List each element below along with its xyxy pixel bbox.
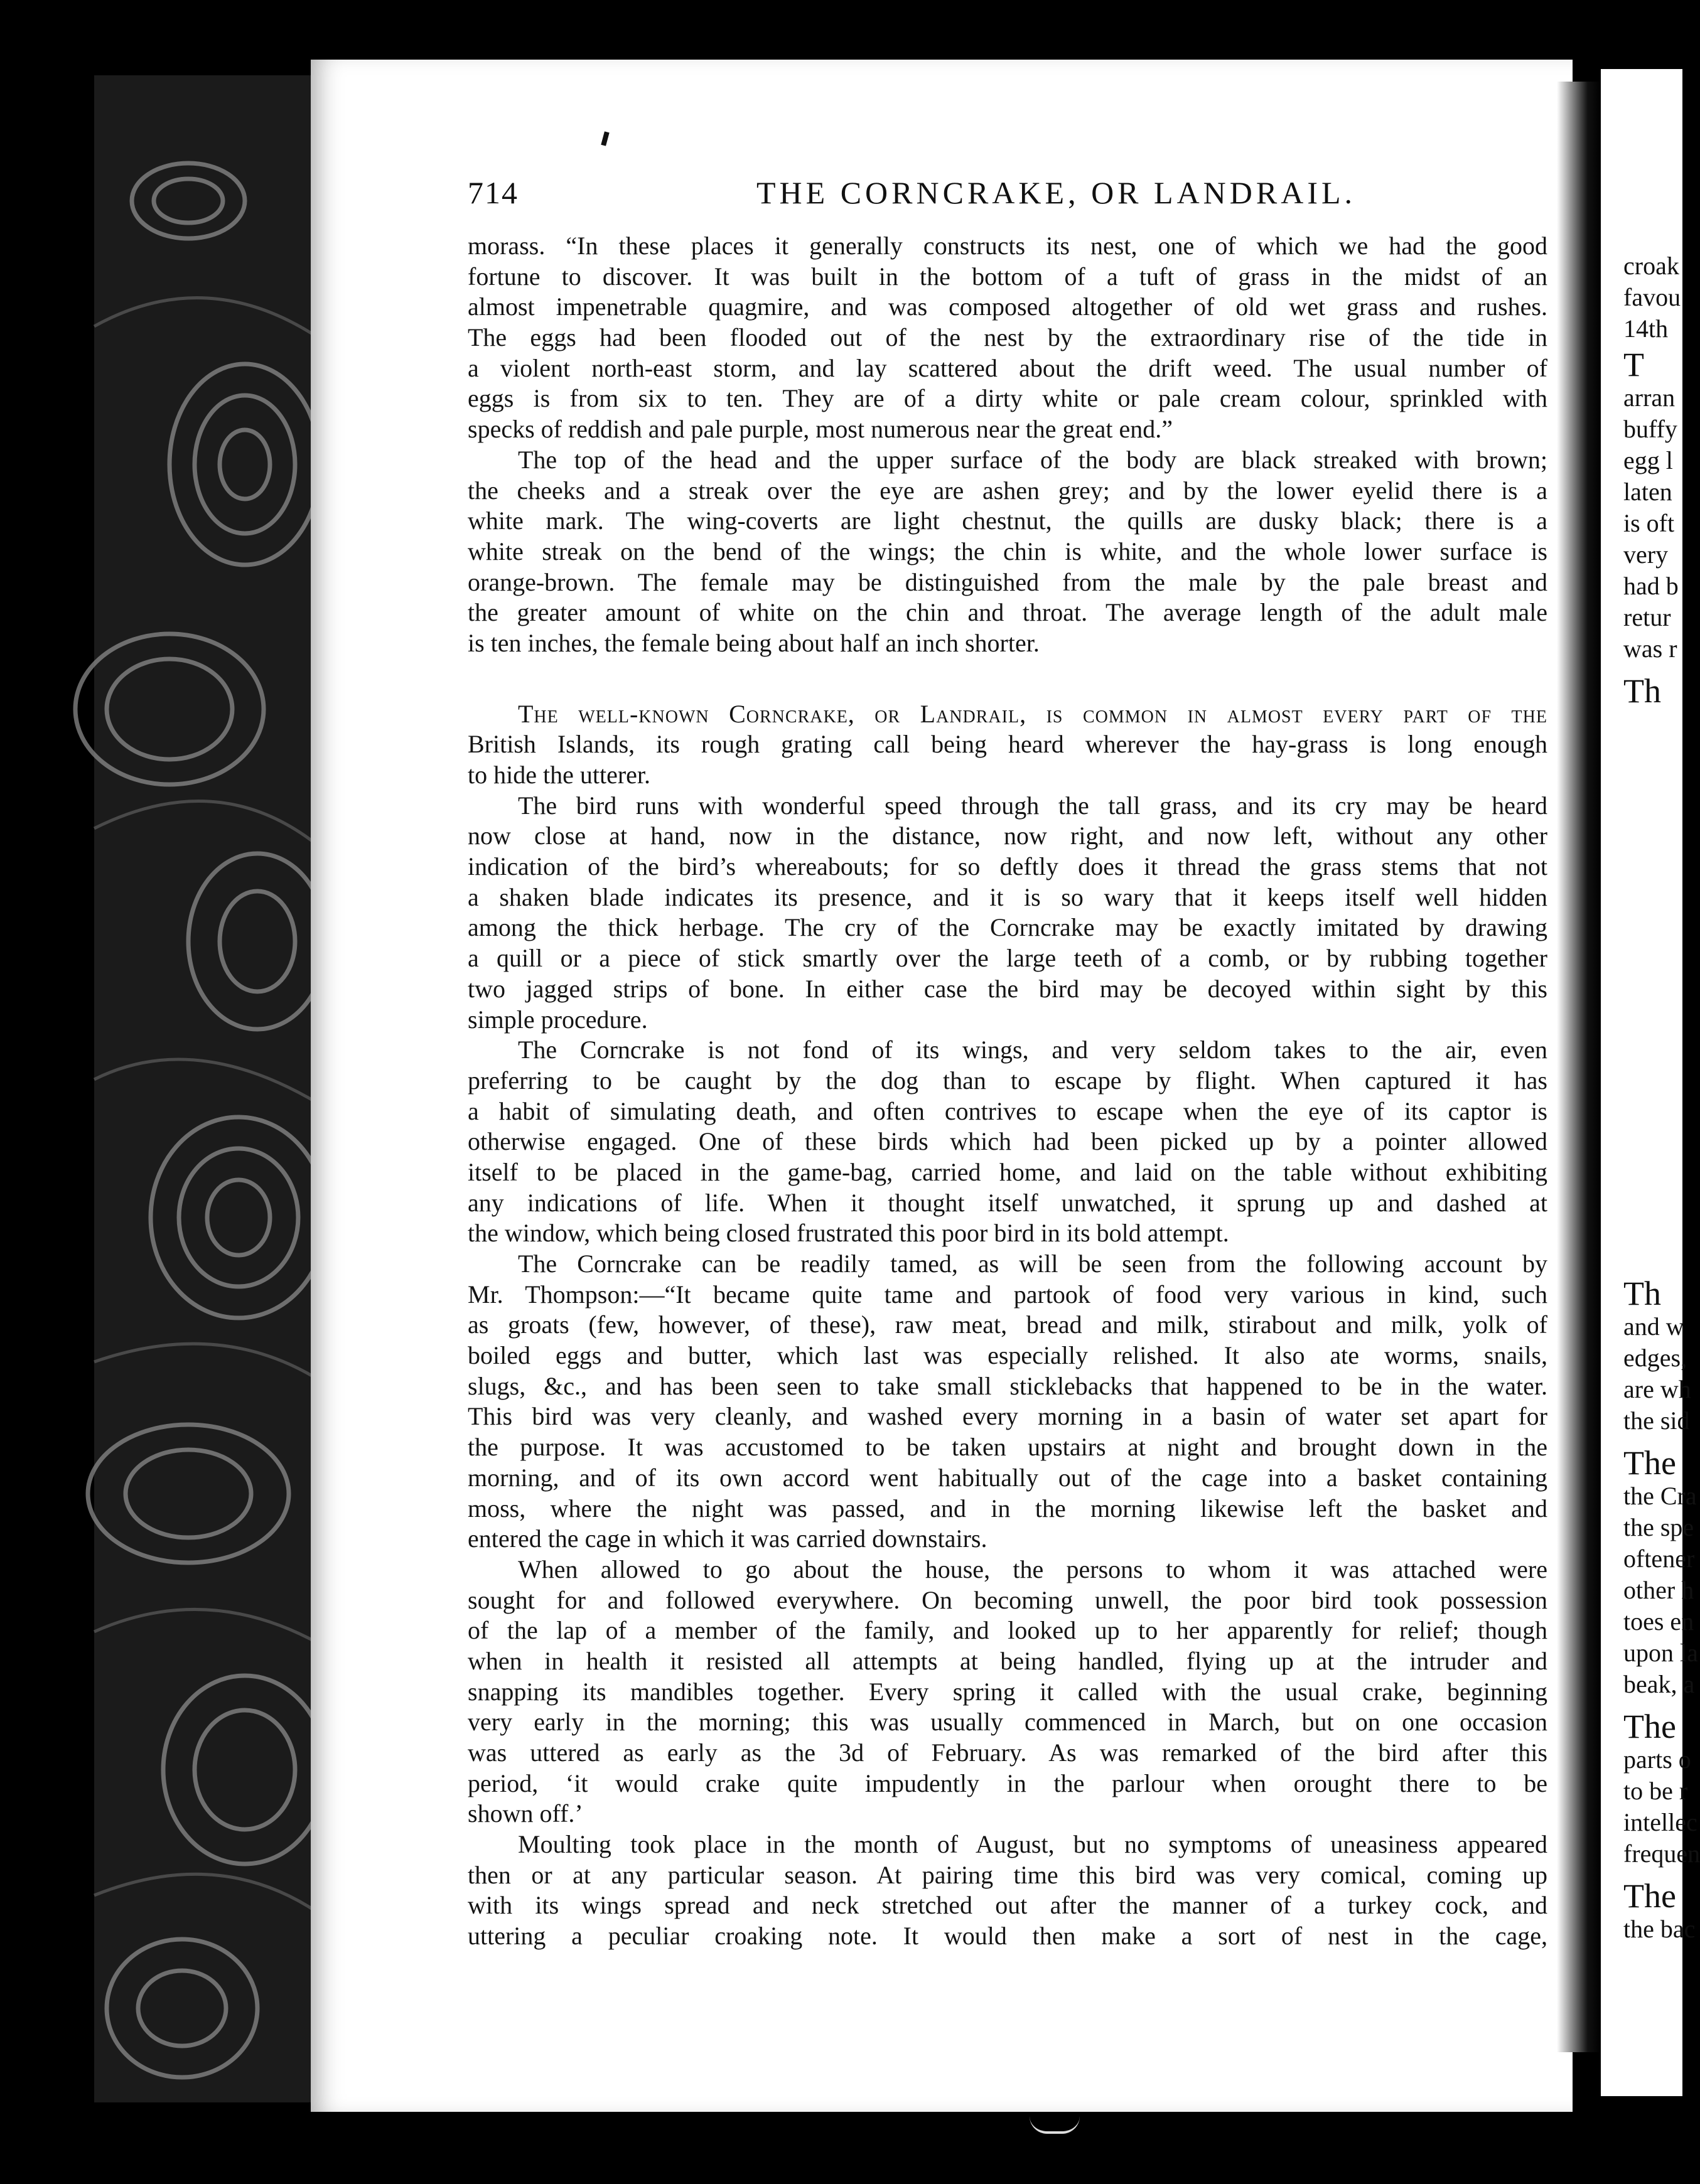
text-line: entered the cage in which it was carried downstairs. bbox=[468, 1524, 987, 1553]
text-line: was uttered as early as the 3d of February. As was remarked of the bird after this bbox=[468, 1738, 1547, 1767]
text-line: boiled eggs and butter, which last was especially relished. It also ate worms, snails, bbox=[468, 1341, 1547, 1370]
text-line: very early in the morning; this was usually commenced in March, but on one occasion bbox=[468, 1708, 1547, 1737]
text-line: slugs, &c., and has been seen to take small sticklebacks that happened to be in the water. bbox=[468, 1371, 1547, 1400]
next-page-text: had b bbox=[1623, 572, 1679, 600]
text-line: the purpose. It was accustomed to be taken upstairs at night and brought down in the bbox=[468, 1433, 1547, 1462]
text-line: a habit of simulating death, and often contrives to escape when the eye of its captor is bbox=[468, 1096, 1547, 1125]
section-opening-line: The well-known Corncrake, or Landrail, is common in almost every part of the bbox=[518, 699, 1547, 728]
next-page-text: 14th bbox=[1623, 314, 1669, 343]
next-page-text: retur bbox=[1623, 603, 1671, 631]
next-page-text: very bbox=[1623, 540, 1669, 569]
next-page-text: edges, bbox=[1623, 1344, 1687, 1372]
next-page-text: laten bbox=[1623, 478, 1672, 506]
next-page-text: T bbox=[1623, 346, 1644, 383]
running-head bbox=[468, 174, 1547, 218]
text-line: to hide the utterer. bbox=[468, 761, 651, 789]
next-page-text: favou bbox=[1623, 283, 1681, 311]
text-line: The Corncrake can be readily tamed, as will be seen from the following account by bbox=[518, 1250, 1547, 1278]
page-header-title: THE CORNCRAKE, OR LANDRAIL. bbox=[756, 175, 1357, 210]
next-page-text: buffy bbox=[1623, 415, 1677, 443]
next-page-text: egg l bbox=[1623, 446, 1673, 474]
text-line: a quill or a piece of stick smartly over the large teeth of a comb, or by rubbing together bbox=[468, 944, 1547, 973]
next-page-text: oftener bbox=[1623, 1544, 1695, 1573]
next-page-text: upon la bbox=[1623, 1639, 1698, 1667]
text-line: white streak on the bend of the wings; the chin is white, and the whole lower surface is bbox=[468, 537, 1547, 565]
text-line: snapping its mandibles together. Every spring it called with the usual crake, beginning bbox=[468, 1677, 1547, 1706]
text-line: is ten inches, the female being about half an inch shorter. bbox=[468, 628, 1040, 657]
text-line: period, ‘it would crake quite impudently in the parlour when orought there to be bbox=[468, 1769, 1547, 1797]
text-line: simple procedure. bbox=[468, 1005, 648, 1034]
text-line: preferring to be caught by the dog than to escape by flight. When captured it has bbox=[468, 1066, 1547, 1095]
text-line: itself to be placed in the game-bag, carried home, and laid on the table without exhibiting bbox=[468, 1157, 1547, 1186]
text-line: any indications of life. When it thought itself unwatched, it sprung up and dashed at bbox=[468, 1188, 1547, 1217]
next-page-text: The bbox=[1623, 1708, 1676, 1745]
text-line: Moulting took place in the month of August, but no symptoms of uneasiness appeared bbox=[518, 1830, 1547, 1859]
next-page-text: to be r bbox=[1623, 1777, 1688, 1805]
text-line: then or at any particular season. At pairing time this bird was very comical, coming up bbox=[468, 1860, 1547, 1889]
next-page-text: is oft bbox=[1623, 509, 1675, 537]
next-page-text: other h bbox=[1623, 1576, 1694, 1604]
text-line: British Islands, its rough grating call being heard wherever the hay-grass is long enough bbox=[468, 730, 1547, 759]
text-line: almost impenetrable quagmire, and was composed altogether of old wet grass and rushes. bbox=[468, 292, 1547, 321]
next-page-text: croak bbox=[1623, 252, 1679, 280]
next-page-text: and w bbox=[1623, 1312, 1684, 1341]
page-number: 714 bbox=[468, 175, 519, 210]
text-line: sought for and followed everywhere. On becoming unwell, the poor bird took possession bbox=[468, 1585, 1547, 1614]
next-page-text: The bbox=[1623, 1877, 1676, 1915]
book-gutter-shadow bbox=[1557, 82, 1601, 2052]
text-line: among the thick herbage. The cry of the Corncrake may be exactly imitated by drawing bbox=[468, 913, 1547, 942]
text-line: uttering a peculiar croaking note. It would then make a sort of nest in the cage, bbox=[468, 1922, 1547, 1951]
next-page-text: the bac bbox=[1623, 1915, 1696, 1943]
next-page-text: toes en bbox=[1623, 1607, 1694, 1635]
ink-smudge bbox=[1030, 2116, 1080, 2134]
text-line: shown off.’ bbox=[468, 1799, 583, 1828]
next-page-text: was r bbox=[1623, 634, 1677, 663]
text-line: two jagged strips of bone. In either case the bird may be decoyed within sight by this bbox=[468, 974, 1547, 1003]
text-line: as groats (few, however, of these), raw meat, bread and milk, stirabout and milk, yolk of bbox=[468, 1310, 1547, 1339]
text-line: indication of the bird’s whereabouts; for so deftly does it thread the grass stems that not bbox=[468, 852, 1547, 881]
text-line: now close at hand, now in the distance, now right, and now left, without any other bbox=[468, 822, 1547, 850]
text-line: the cheeks and a streak over the eye are ashen grey; and by the lower eyelid there is a bbox=[468, 476, 1547, 505]
text-line: Mr. Thompson:—“It became quite tame and partook of food very various in kind, such bbox=[468, 1280, 1547, 1309]
text-line: the window, which being closed frustrated this poor bird in its bold attempt. bbox=[468, 1219, 1229, 1248]
text-line: the greater amount of white on the chin and throat. The average length of the adult male bbox=[468, 598, 1547, 627]
body-text bbox=[468, 231, 1547, 1952]
text-line: specks of reddish and pale purple, most numerous near the great end.” bbox=[468, 415, 1173, 444]
next-page-text: are wh bbox=[1623, 1375, 1691, 1403]
text-line: white mark. The wing-coverts are light chestnut, the quills are dusky black; there is a bbox=[468, 506, 1547, 535]
text-line: morning, and of its own accord went habitually out of the cage into a basket containing bbox=[468, 1463, 1547, 1492]
text-line: fortune to discover. It was built in the bottom of a tuft of grass in the midst of an bbox=[468, 262, 1547, 291]
next-page-fragment bbox=[1601, 69, 1700, 2096]
next-page-text: Th bbox=[1623, 1275, 1661, 1312]
text-line: moss, where the night was passed, and in the morning likewise left the basket and bbox=[468, 1494, 1547, 1523]
next-page-text: the Cra bbox=[1623, 1482, 1697, 1510]
next-page-text: the sid bbox=[1623, 1406, 1690, 1435]
next-page-text: frequen bbox=[1623, 1839, 1700, 1868]
text-line: The eggs had been flooded out of the nest by the extraordinary rise of the tide in bbox=[468, 323, 1547, 352]
text-line: eggs is from six to ten. They are of a dirty white or pale cream colour, sprinkled with bbox=[468, 384, 1547, 413]
next-page-text: arran bbox=[1623, 383, 1676, 412]
next-page-text: parts o bbox=[1623, 1745, 1691, 1774]
text-line: The Corncrake is not fond of its wings, and very seldom takes to the air, even bbox=[518, 1036, 1547, 1064]
marbled-page-edge bbox=[94, 75, 320, 2102]
next-page-text: The bbox=[1623, 1444, 1676, 1482]
text-line: morass. “In these places it generally constructs its nest, one of which we had the good bbox=[468, 232, 1547, 260]
next-page-text: beak, a bbox=[1623, 1670, 1695, 1698]
text-line: orange-brown. The female may be distinguished from the male by the pale breast and bbox=[468, 567, 1547, 596]
text-line: When allowed to go about the house, the persons to whom it was attached were bbox=[518, 1555, 1547, 1583]
text-line: of the lap of a member of the family, and looked up to her apparently for relief; though bbox=[468, 1616, 1547, 1645]
section-break bbox=[468, 659, 1547, 699]
text-line: The bird runs with wonderful speed through the tall grass, and its cry may be heard bbox=[518, 791, 1547, 820]
text-line: otherwise engaged. One of these birds which had been picked up by a pointer allowed bbox=[468, 1127, 1547, 1156]
next-page-text: intellec bbox=[1623, 1808, 1697, 1836]
next-page-text: Th bbox=[1623, 672, 1661, 710]
text-line: The top of the head and the upper surface of the body are black streaked with brown; bbox=[518, 445, 1547, 474]
text-line: a shaken blade indicates its presence, and it is so wary that it keeps itself well hidden bbox=[468, 882, 1547, 911]
text-line: with its wings spread and neck stretched out after the manner of a turkey cock, and bbox=[468, 1891, 1547, 1920]
next-page-text: the spe bbox=[1623, 1513, 1694, 1541]
text-line: This bird was very cleanly, and washed every morning in a basin of water set apart for bbox=[468, 1402, 1547, 1431]
text-line: when in health it resisted all attempts at being handled, flying up at the intruder and bbox=[468, 1646, 1547, 1675]
text-line: a violent north-east storm, and lay scattered about the drift weed. The usual number of bbox=[468, 353, 1547, 382]
